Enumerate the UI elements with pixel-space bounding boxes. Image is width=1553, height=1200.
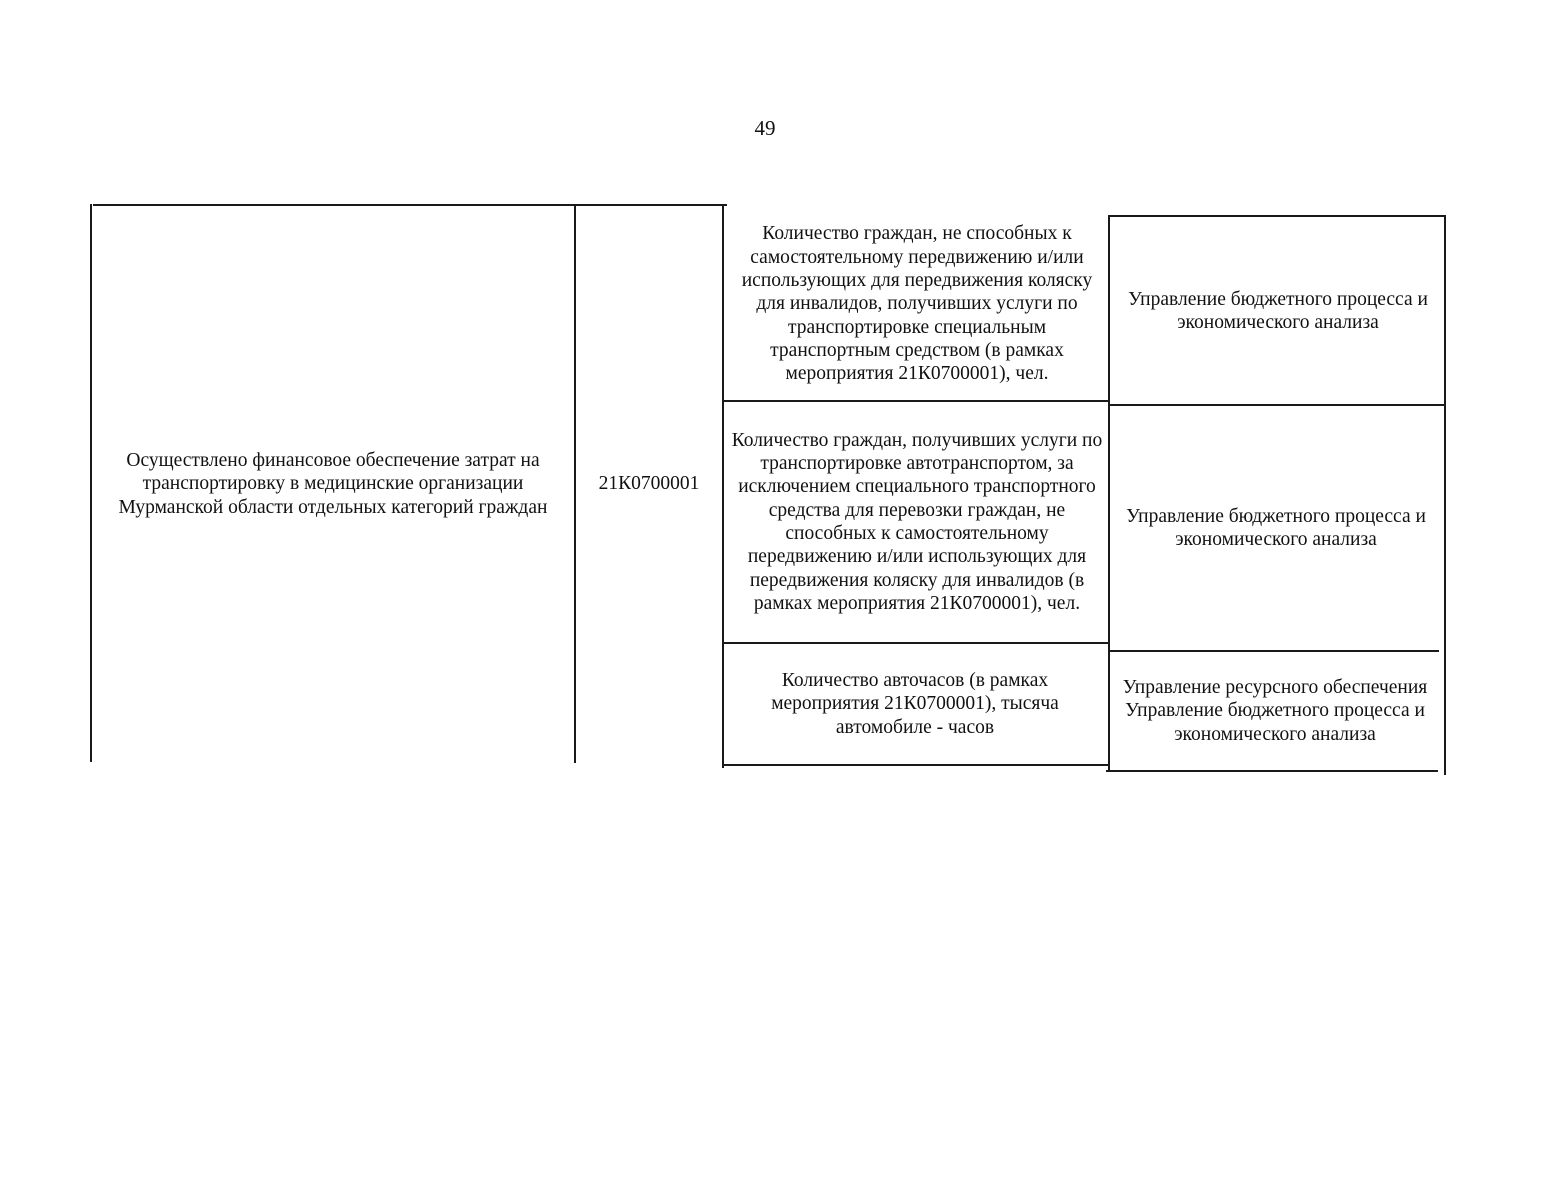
indicator-text-3: Количество авточасов (в рамках мероприятия 21К0700001), тысяча автомобиле - часов — [771, 670, 1059, 738]
page-number: 49 — [754, 116, 776, 140]
indicator-cell-2 — [726, 402, 1108, 642]
responsible-cell-1 — [1114, 218, 1442, 404]
column-divider-code — [574, 206, 576, 763]
responsible-cell-3 — [1110, 652, 1440, 770]
table-left-border — [90, 204, 92, 762]
responsible-text-3: Управление ресурсного обеспечения Управление бюджетного процесса и экономического анализа — [1122, 677, 1428, 745]
responsible-text-1: Управление бюджетного процесса и экономического анализа — [1128, 288, 1428, 333]
responsible-text-2: Управление бюджетного процесса и экономического анализа — [1126, 505, 1426, 550]
indicator-text-2: Количество граждан, получивших услуги по транспортировке автотранспортом, за исключением специального транспортного средства для перевозки граждан, не способных к самостоятельному передвижению и/или использующих для передвижения коляску для инвалидов (в рамках мероприятия 21К0700001), чел. — [731, 429, 1103, 614]
table-right-border — [1444, 215, 1446, 775]
column-divider-indicator — [722, 206, 724, 768]
indicator-text-1: Количество граждан, не способных к самостоятельному передвижению и/или использующих для передвижения коляску для инвалидов, получивших услуги по транспортировке специальным транспортным средством (в рамках мероприятия 21К0700001), чел. — [741, 223, 1093, 385]
table-bottom-border — [722, 764, 1108, 766]
table-top-border-right — [1110, 215, 1446, 217]
indicator-cell-1 — [726, 208, 1108, 400]
result-text: Осуществлено финансовое обеспечение затрат на транспортировку в медицинские организации Мурманской области отдельных категорий граждан — [118, 450, 548, 518]
indicator-cell-3 — [740, 644, 1090, 764]
code-cell — [578, 206, 720, 762]
code-text: 21К0700001 — [598, 473, 700, 495]
table-bottom-border-right — [1106, 770, 1438, 772]
result-cell — [96, 206, 570, 762]
responsible-cell-2 — [1112, 406, 1440, 650]
